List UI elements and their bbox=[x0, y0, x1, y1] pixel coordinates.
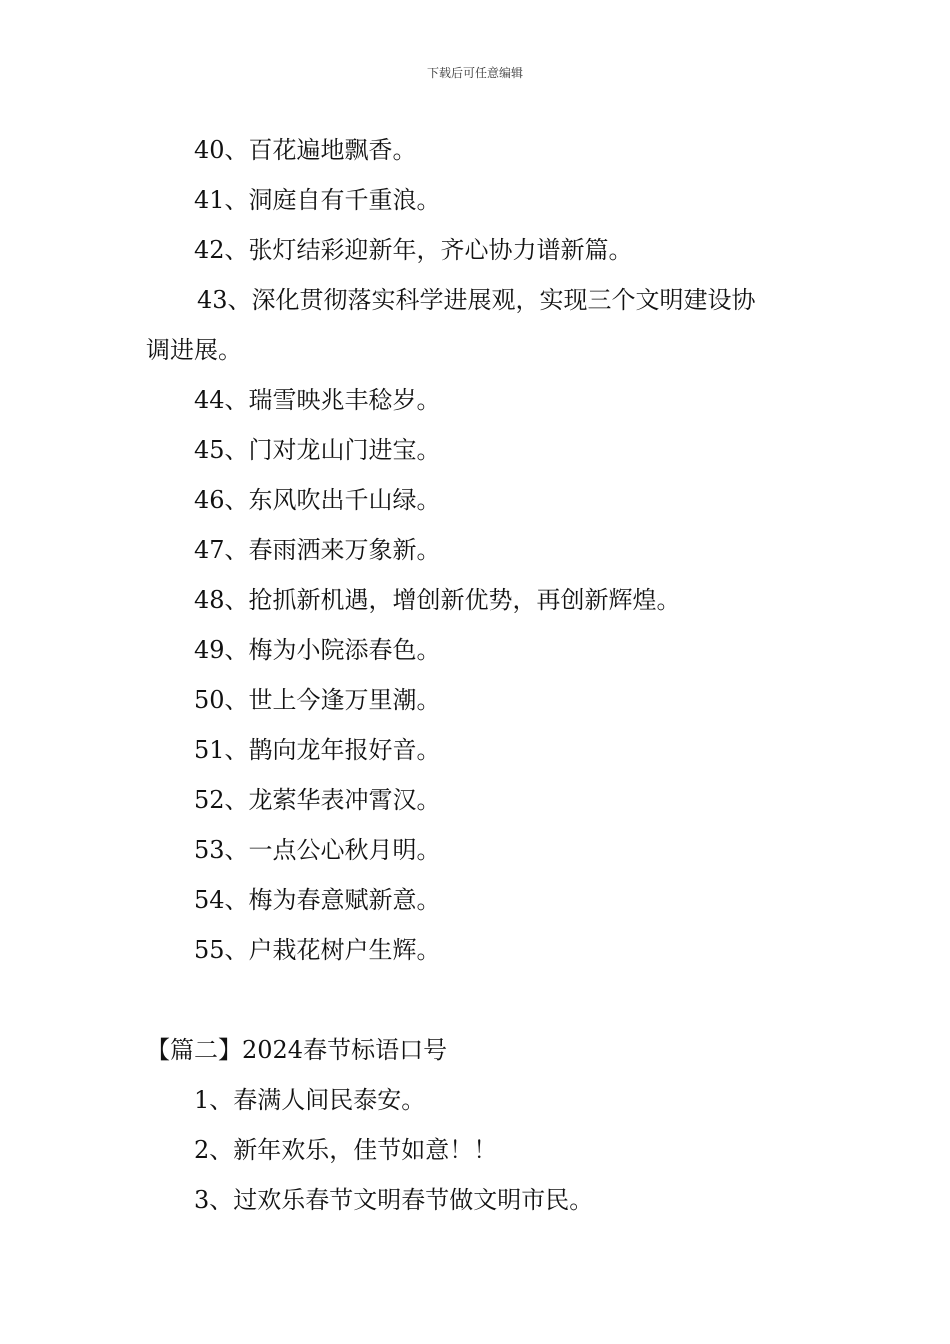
section-title: 【篇二】2024春节标语口号 bbox=[146, 1036, 448, 1064]
list-item: 43、深化贯彻落实科学进展观，实现三个文明建设协 bbox=[197, 286, 756, 314]
list-item: 47、春雨洒来万象新。 bbox=[194, 536, 441, 564]
list-item: 48、抢抓新机遇，增创新优势，再创新辉煌。 bbox=[194, 586, 681, 614]
list-item: 52、龙萦华表冲霄汉。 bbox=[194, 786, 441, 814]
list-item: 3、过欢乐春节文明春节做文明市民。 bbox=[194, 1186, 594, 1214]
list-item-continuation: 调进展。 bbox=[146, 336, 242, 364]
list-item: 54、梅为春意赋新意。 bbox=[194, 886, 441, 914]
list-item: 49、梅为小院添春色。 bbox=[194, 636, 441, 664]
list-item: 46、东风吹出千山绿。 bbox=[194, 486, 441, 514]
page-header: 下载后可任意编辑 bbox=[426, 66, 523, 80]
list-item: 41、洞庭自有千重浪。 bbox=[194, 186, 441, 214]
list-item: 55、户栽花树户生辉。 bbox=[194, 936, 441, 964]
list-item: 40、百花遍地飘香。 bbox=[194, 136, 417, 164]
list-item: 53、一点公心秋月明。 bbox=[194, 836, 441, 864]
list-item: 44、瑞雪映兆丰稔岁。 bbox=[194, 386, 441, 414]
list-item: 50、世上今逢万里潮。 bbox=[194, 686, 441, 714]
list-item: 51、鹊向龙年报好音。 bbox=[194, 736, 441, 764]
list-item: 2、新年欢乐，佳节如意！！ bbox=[194, 1136, 498, 1164]
list-item: 45、门对龙山门进宝。 bbox=[194, 436, 441, 464]
list-item: 1、春满人间民泰安。 bbox=[194, 1086, 426, 1114]
section-spacer bbox=[0, 978, 950, 1028]
document-body bbox=[0, 128, 950, 1228]
list-item: 42、张灯结彩迎新年，齐心协力谱新篇。 bbox=[194, 236, 633, 264]
